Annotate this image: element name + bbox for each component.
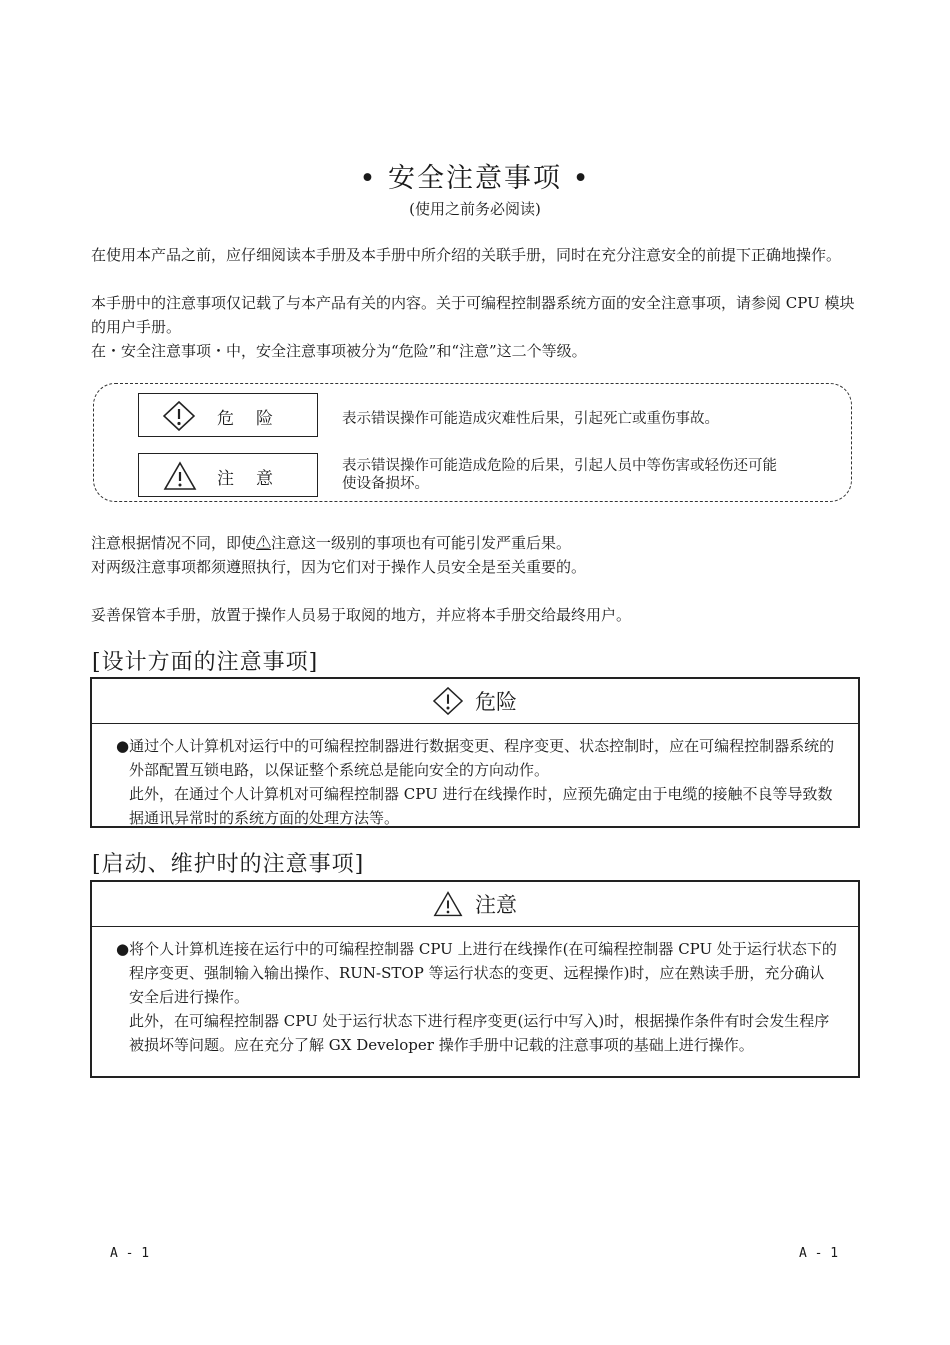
startup-caution-box	[90, 880, 860, 1078]
startup-caution-paragraph-2: 此外，在可编程控制器 CPU 处于运行状态下进行程序变更(运行中写入)时，根据操作条件有时会发生程序被损坏等问题。应在充分了解 GX Developer 操作手册中记载的注意事项的基础上进行操作。	[129, 1012, 830, 1054]
storage-note: 妥善保管本手册，放置于操作人员易于取阅的地方，并应将本手册交给最终用户。	[91, 606, 632, 624]
page-title: • 安全注意事项 •	[359, 163, 591, 194]
caution-icon	[163, 461, 197, 491]
page-number-right: A - 1	[799, 1246, 839, 1261]
compliance-note: 对两级注意事项都须遵照执行，因为它们对于操作人员安全是至关重要的。	[91, 558, 587, 576]
design-section-heading: [设计方面的注意事项]	[92, 650, 319, 675]
danger-level-label: 危险	[217, 409, 295, 429]
intro-paragraph-1: 在使用本产品之前，应仔细阅读本手册及本手册中所介绍的关联手册，同时在充分注意安全的前提下正确地操作。	[91, 246, 842, 264]
danger-icon	[163, 401, 195, 431]
design-danger-paragraph-2: 此外，在通过个人计算机对可编程控制器 CPU 进行在线操作时，应预先确定由于电缆的接触不良等导致数据通讯异常时的系统方面的处理方法等。	[129, 785, 833, 827]
design-danger-body	[92, 724, 858, 830]
severity-note-end: 注意这一级别的事项也有可能引发严重后果。	[271, 534, 572, 552]
inline-caution-icon: ⚠	[256, 534, 272, 552]
startup-caution-body	[92, 927, 858, 1057]
page-number-left: A - 1	[110, 1246, 150, 1261]
page-subtitle: (使用之前务必阅读)	[409, 200, 541, 218]
danger-level-box	[138, 393, 318, 437]
intro-paragraph-3: 在・安全注意事项・中，安全注意事项被分为“危险”和“注意”这二个等级。	[91, 342, 587, 360]
startup-caution-title: 注意	[475, 893, 517, 917]
design-danger-box	[90, 677, 860, 828]
danger-level-description: 表示错误操作可能造成灾难性后果，引起死亡或重伤事故。	[342, 411, 719, 427]
design-danger-paragraph-1: 通过个人计算机对运行中的可编程控制器进行数据变更、程序变更、状态控制时，应在可编程控制器系统的外部配置互锁电路，以保证整个系统总是能向安全的方向动作。	[129, 737, 835, 779]
danger-icon	[433, 687, 463, 715]
severity-note	[91, 531, 861, 555]
bullet-icon: ●	[116, 737, 130, 755]
intro-paragraph-2: 本手册中的注意事项仅记载了与本产品有关的内容。关于可编程控制器系统方面的安全注意事项，请参阅 CPU 模块的用户手册。	[91, 294, 855, 336]
startup-caution-paragraph-1: 将个人计算机连接在运行中的可编程控制器 CPU 上进行在线操作(在可编程控制器 CPU 处于运行状态下的程序变更、强制输入输出操作、RUN-STOP 等运行状态的变更、远程操作)时，应在熟读手册，充分确认安全后进行操作。	[129, 940, 837, 1006]
bullet-icon: ●	[116, 940, 130, 958]
startup-caution-header	[92, 882, 858, 927]
startup-section-heading: [启动、维护时的注意事项]	[92, 852, 365, 877]
design-danger-title: 危险	[475, 690, 517, 714]
caution-level-label: 注意	[217, 469, 295, 489]
caution-level-description: 表示错误操作可能造成危险的后果，引起人员中等伤害或轻伤还可能使设备损坏。	[342, 458, 777, 492]
caution-icon	[433, 890, 463, 918]
design-danger-header	[92, 679, 858, 724]
severity-note-start: 注意根据情况不同，即使	[91, 534, 257, 552]
caution-level-box	[138, 453, 318, 497]
